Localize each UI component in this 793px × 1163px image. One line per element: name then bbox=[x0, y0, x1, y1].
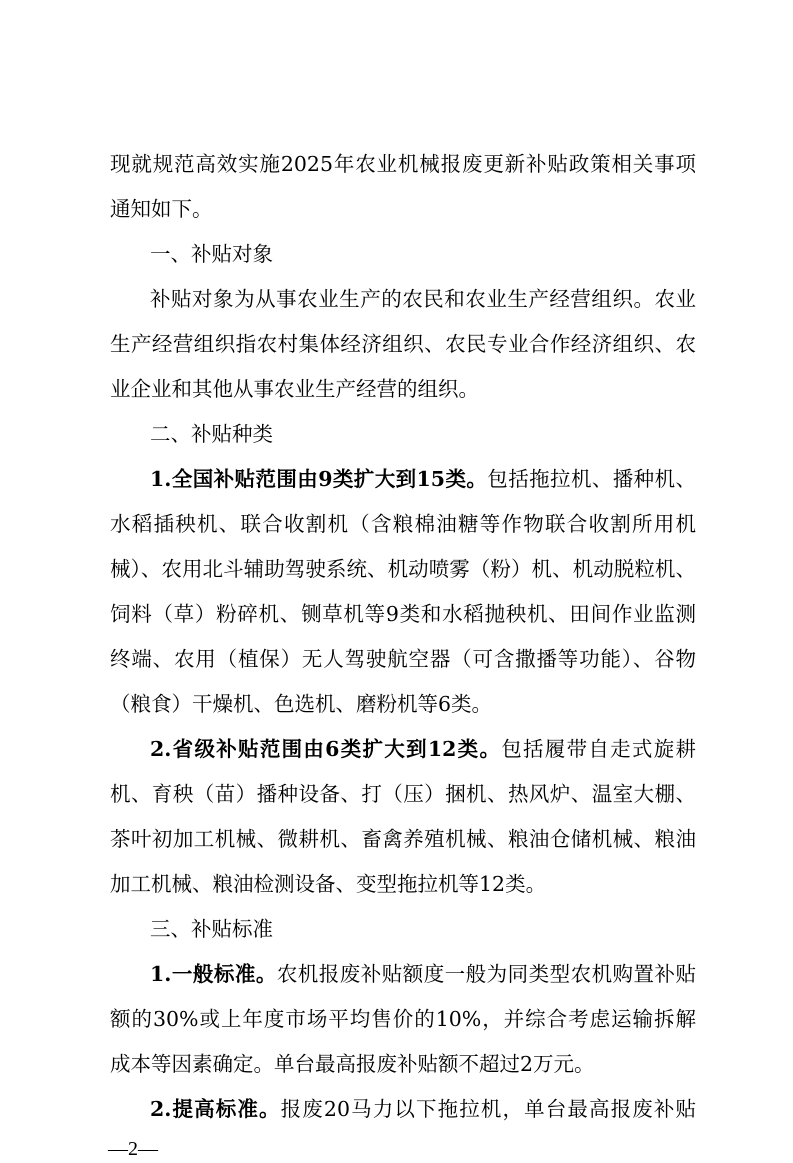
body-line: 现就规范高效实施2025年农业机械报废更新补贴政策相关事项 bbox=[110, 152, 696, 176]
body-line: 业企业和其他从事农业生产经营的组织。 bbox=[110, 377, 479, 401]
section-heading-1: 一、补贴对象 bbox=[150, 242, 273, 266]
section-heading-2: 二、补贴种类 bbox=[150, 422, 273, 446]
subsection-line bbox=[150, 465, 696, 493]
subsection-title: 1.全国补贴范围由9类扩大到15类。 bbox=[150, 467, 488, 491]
body-line: （粮食）干燥机、色选机、磨粉机等6类。 bbox=[110, 692, 493, 716]
section-heading-3: 三、补贴标准 bbox=[150, 917, 273, 941]
body-line: 通知如下。 bbox=[110, 197, 213, 221]
subsection-title: 2.提高标准。 bbox=[150, 1097, 281, 1121]
body-line: 额的30%或上年度市场平均售价的10%，并综合考虑运输拆解 bbox=[110, 1007, 696, 1031]
body-line: 械）、农用北斗辅助驾驶系统、机动喷雾（粉）机、机动脱粒机、 bbox=[110, 557, 696, 581]
body-line: 成本等因素确定。单台最高报废补贴额不超过2万元。 bbox=[110, 1052, 595, 1076]
body-line: 加工机械、粮油检测设备、变型拖拉机等12类。 bbox=[110, 872, 547, 896]
subsection-title: 2.省级补贴范围由6类扩大到12类。 bbox=[150, 737, 502, 761]
body-line: 生产经营组织指农村集体经济组织、农民专业合作经济组织、农 bbox=[110, 332, 696, 356]
body-line: 饲料（草）粉碎机、铡草机等9类和水稻抛秧机、田间作业监测 bbox=[110, 602, 696, 626]
body-text: 农机报废补贴额度一般为同类型农机购置补贴 bbox=[276, 962, 697, 986]
body-line: 水稻插秧机、联合收割机（含粮棉油糖等作物联合收割所用机 bbox=[110, 512, 696, 536]
body-line: 终端、农用（植保）无人驾驶航空器（可含撒播等功能）、谷物 bbox=[110, 647, 696, 671]
body-line: 茶叶初加工机械、微耕机、畜禽养殖机械、粮油仓储机械、粮油 bbox=[110, 827, 696, 851]
subsection-line bbox=[150, 1095, 696, 1123]
subsection-line bbox=[150, 735, 696, 763]
footer-page-number: —2— bbox=[108, 1138, 158, 1160]
body-line: 机、育秧（苗）播种设备、打（压）捆机、热风炉、温室大棚、 bbox=[110, 782, 696, 806]
body-text: 包括拖拉机、播种机、 bbox=[487, 467, 697, 491]
body-text: 报废20马力以下拖拉机，单台最高报废补贴 bbox=[280, 1097, 696, 1121]
subsection-title: 1.一般标准。 bbox=[150, 962, 277, 986]
subsection-line bbox=[150, 960, 696, 988]
body-text: 包括履带自走式旋耕 bbox=[501, 737, 696, 761]
body-line: 补贴对象为从事农业生产的农民和农业生产经营组织。农业 bbox=[150, 287, 696, 311]
